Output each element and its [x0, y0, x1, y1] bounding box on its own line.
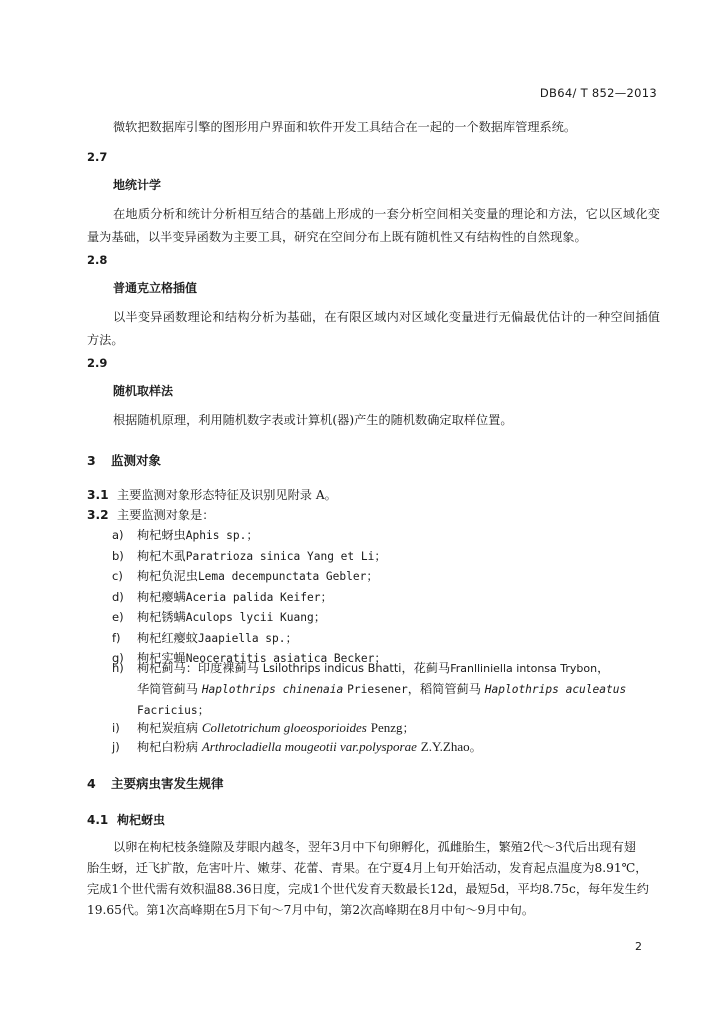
section-2-7-term: 地统计学	[113, 178, 162, 192]
standard-code: DB64/ T 852—2013	[539, 86, 657, 100]
author-name: Facricius	[137, 704, 198, 717]
section-4-1-title: 枸杞蚜虫	[117, 813, 166, 827]
common-name: 枸杞蓟马：印度裸蓟马	[137, 661, 259, 675]
section-4-1-line-2: 胎生蚜，迁飞扩散，危害叶片、嫩芽、花蕾、青果。在宁夏4月上旬开始活动，发育起点温度为8.91℃，	[87, 861, 648, 875]
common-name: 枸杞炭疽病	[137, 721, 198, 735]
section-2-7-definition: 在地质分析和统计分析相互结合的基础上形成的一套分析空间相关变量的理论和方法，它以区域化变量为基础，以半变异函数为主要工具，研究在空间分布上既有随机性又有结构性的自然现象。	[87, 207, 660, 244]
scientific-name: Haplothrips chinenaia	[201, 683, 344, 696]
scientific-name: Aphis sp.	[185, 529, 247, 542]
list-item-c	[112, 566, 660, 588]
section-3-heading	[87, 450, 660, 472]
scientific-name: Arthrocladiella mougeotii var.polysporae	[201, 739, 417, 754]
scientific-name: Lsilothrips indicus Bhatti	[262, 662, 402, 675]
section-4-1-heading	[87, 809, 660, 831]
punctuation: ；	[320, 589, 333, 604]
list-label: i)	[112, 721, 120, 735]
section-4-1-line-3: 完成1个世代需有效积温88.36日度，完成1个世代发育天数最长12d，最短5d，平均8.75c，每年发生约	[87, 882, 649, 896]
common-name: ，稻简管蓟马	[407, 682, 481, 696]
scientific-name: Haplothrips aculeatus	[484, 683, 627, 696]
section-2-9-number: 2.9	[87, 356, 108, 370]
scientific-name: Neoceratitis asiatica Becker	[185, 652, 375, 665]
common-name: 枸杞负泥虫	[137, 569, 198, 583]
scientific-name: Franlliniella intonsa Trybon	[450, 662, 598, 675]
common-name: 枸杞锈螨	[137, 610, 186, 624]
punctuation: ；	[402, 721, 415, 735]
punctuation: ；	[197, 703, 210, 717]
punctuation: ；	[374, 651, 387, 665]
list-label: a)	[112, 528, 124, 542]
list-item-i	[112, 718, 660, 739]
list-item-a	[112, 525, 660, 547]
list-label: g)	[112, 651, 124, 665]
section-3-2-text: 主要监测对象是：	[117, 508, 215, 522]
scientific-name: Jaapiella sp.	[197, 631, 286, 645]
punctuation: ；	[285, 630, 298, 645]
section-4-1-number: 4.1	[87, 813, 109, 827]
list-label: f)	[112, 630, 121, 645]
list-label: d)	[112, 589, 124, 604]
list-label: h)	[112, 661, 124, 675]
section-3-2-number: 3.2	[87, 508, 109, 522]
section-3-2	[87, 505, 660, 526]
list-label: c)	[112, 569, 123, 583]
author-name: Priesener	[347, 683, 408, 696]
punctuation: ；	[374, 548, 387, 563]
list-item-b	[112, 546, 660, 568]
list-label: j)	[112, 740, 120, 754]
list-item-h-line2	[137, 679, 660, 701]
common-name: 枸杞木虱	[137, 548, 186, 563]
list-label: e)	[112, 610, 124, 624]
common-name: 华简管蓟马	[137, 682, 198, 696]
section-2-7-number: 2.7	[87, 150, 108, 164]
scientific-name: Aceria palida Keifer	[185, 590, 321, 604]
section-2-8-number: 2.8	[87, 253, 108, 267]
common-name: 枸杞红瘿蚊	[137, 630, 198, 645]
common-name: 枸杞蚜虫	[137, 528, 186, 542]
list-item-f	[112, 628, 660, 650]
scientific-name: Paratrioza sinica Yang et Li	[185, 549, 375, 563]
section-4-1-line-4: 19.65代。第1次高峰期在5月下旬～7月中旬，第2次高峰期在8月中旬～9月中旬。	[87, 903, 535, 917]
section-3-title: 监测对象	[111, 453, 162, 468]
common-name: 枸杞白粉病	[137, 740, 198, 754]
punctuation: ，	[597, 661, 610, 675]
section-3-1-number: 3.1	[87, 488, 109, 502]
section-4-heading	[87, 773, 660, 795]
list-item-j	[112, 737, 660, 758]
common-name: ，花蓟马	[401, 661, 451, 675]
section-2-8-term: 普通克立格插值	[113, 281, 198, 295]
section-2-9-term: 随机取样法	[113, 384, 174, 398]
section-4-number: 4	[87, 776, 96, 791]
section-2-8-definition: 以半变异函数理论和结构分析为基础，在有限区域内对区域化变量进行无偏最优估计的一种空间插值方法。	[87, 310, 660, 347]
section-4-title: 主要病虫害发生规律	[111, 776, 224, 791]
section-2-6-continuation: 微软把数据库引擎的图形用户界面和软件开发工具结合在一起的一个数据库管理系统。	[113, 120, 577, 134]
common-name: 枸杞实蝇	[137, 651, 186, 665]
punctuation: ；	[246, 528, 259, 542]
page-number: 2	[635, 940, 642, 953]
list-label: b)	[112, 548, 124, 563]
scientific-name: Lema decempunctata Gebler	[197, 570, 367, 583]
list-item-e	[112, 607, 660, 629]
section-3-1	[87, 485, 660, 506]
punctuation: 。	[469, 740, 482, 754]
section-2-9-definition: 根据随机原理，利用随机数字表或计算机(器)产生的随机数确定取样位置。	[113, 413, 513, 427]
section-3-1-text: 主要监测对象形态特征及识别见附录 A。	[117, 488, 337, 502]
scientific-name: Aculops lycii Kuang	[185, 611, 314, 624]
author-name: Penzg	[370, 720, 403, 735]
author-name: Z.Y.Zhao	[420, 739, 470, 754]
common-name: 枸杞瘿螨	[137, 589, 186, 604]
list-item-h	[112, 658, 660, 680]
scientific-name: Colletotrichum gloeosporioides	[201, 720, 367, 735]
punctuation: ；	[313, 610, 326, 624]
list-item-d	[112, 587, 660, 609]
section-3-number: 3	[87, 453, 96, 468]
section-4-1-line-1: 以卵在枸杞枝条缝隙及芽眼内越冬，翌年3月中下旬卵孵化，孤雌胎生，繁殖2代～3代后出现有翅	[113, 840, 636, 854]
punctuation: ；	[366, 569, 379, 583]
